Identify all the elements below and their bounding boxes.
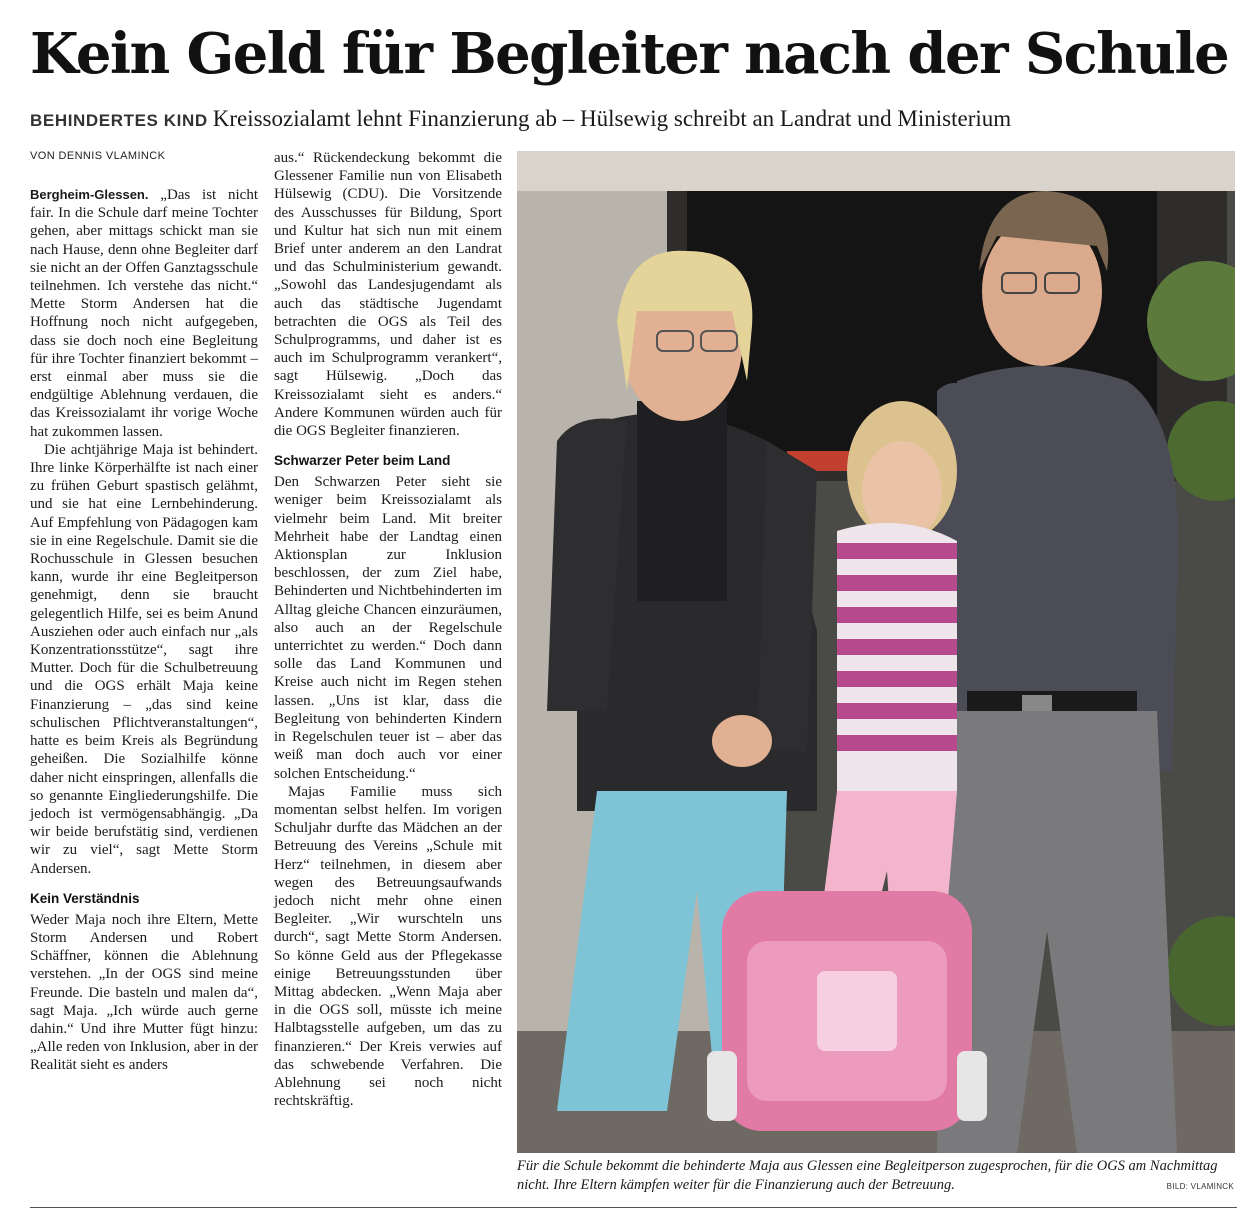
paragraph: Den Schwarzen Peter sieht sie weniger beim Kreissozialamt als vielmehr beim Land. Mit breiter Mehrheit habe der Landtag einen Aktionsplan zur Inklusion beschlossen, der zum Ziel habe, Behinderten und Nichtbehinderten im Alltag gleiche Chancen einzuräumen, also auch an der Regelschule unterrichtet zu werden.“ Doch dann solle das Land Kommunen und Kreise auch nicht im Regen stehen lassen. „Uns ist klar, dass die Begleitung von behinderten Kindern in Regelschulen teuer ist – aber das weiß man doch auch vor einer solchen Entscheidung.“ [274, 474, 502, 782]
article-column-1 [30, 186, 258, 1075]
photo-credit: BILD: VLAMINCK [1166, 1182, 1234, 1191]
paragraph-text: „Das ist nicht fair. In die Schule darf meine Tochter gehen, aber mittags schickt man sie nach Hause, denn ohne Begleiter darf sie nicht an der Offen Ganztagsschule teilnehmen. Ich verstehe das nicht.“ Mette Storm Andersen hat die Hoffnung noch nicht aufgegeben, dass sie doch noch eine Begleitung für ihre Tochter finanziert bekommt – erst einmal aber muss sie die endgültige Ablehnung verdauen, die das Kreissozialamt ihr vorige Woche hat zukommen lassen. [30, 187, 258, 440]
author-byline: VON DENNIS VLAMINCK [30, 150, 166, 162]
subheadline-text: Kreissozialamt lehnt Finanzierung ab – Hülsewig schreibt an Landrat und Ministerium [212, 106, 1012, 131]
subhead-kein-verstaendnis: Kein Verständnis [30, 890, 140, 906]
article-photo [517, 151, 1235, 1153]
bottom-rule [30, 1207, 1237, 1208]
paragraph [30, 186, 258, 441]
headline: Kein Geld für Begleiter nach der Schule [30, 21, 1229, 87]
paragraph: aus.“ Rückendeckung bekommt die Glessener Familie nun von Elisabeth Hülsewig (CDU). Die Vorsitzende des Ausschusses für Bildung, Sport und Kultur hat sich nun mit einem Brief unter anderem an den Landrat und das Schulministerium gewandt. „Sowohl das Landesjugendamt als auch das städtische Jugendamt betrachten die OGS als Teil des Schulprogramms, und daher ist es auch im Schulprogramm verankert“, sagt Hülsewig. „Doch das Kreissozialamt sieht es anders.“ Andere Kommunen würden auch für die OGS Begleiter finanzieren. [274, 150, 502, 440]
kicker: BEHINDERTES KIND [30, 111, 208, 130]
family-photo-illustration [517, 151, 1235, 1153]
article-column-2 [274, 149, 502, 1110]
paragraph: Majas Familie muss sich momentan selbst helfen. Im vorigen Schuljahr durfte das Mädchen an der Betreuung des Vereins „Schule mit Herz“ teilnehmen, in diesem aber wegen des Betreuungsaufwands jedoch nicht mehr ohne einen Begleiter. „Wir wurschteln uns durch“, sagt Mette Storm Andersen. So könne Geld aus der Pflegekasse einige Betreuungsstunden über Mittag abdecken. „Wenn Maja aber in die OGS soll, müsste ich meine Halbtagsstelle aufgeben, um das zu finanzieren.“ Der Kreis verwies auf das schwebende Verfahren. Die Ablehnung sei noch nicht rechtskräftig. [274, 783, 502, 1110]
paragraph: Die achtjährige Maja ist behindert. Ihre linke Körperhälfte ist nach einer zu frühen Geburt spastisch gelähmt, und sie hat eine Lernbehinderung. Auf Empfehlung von Pädagogen kam sie in eine Regelschule. Damit sie die Rochusschule in Glessen besuchen kann, wurde ihr eine Begleitperson genehmigt, denn sie braucht gelegentlich Hilfe, sei es beim Anund Ausziehen oder auch einfach nur „als Konzentrationsstütze“, sagt ihre Mutter. Doch für die Schulbetreuung und die OGS erhält Maja keine Finanzierung – „das sind keine schulischen Pflichtveranstaltungen“, hatte es beim Kreis als Begründung geheißen. Die Sozialhilfe könne daher nicht einspringen, allenfalls die so genannte Eingliederungshilfe. Die jedoch ist vermögensabhängig. „Da wir beide berufstätig sind, verdienen wir zu viel“, sagt Mette Storm Andersen. [30, 441, 258, 877]
photo-caption: Für die Schule bekommt die behinderte Maja aus Glessen eine Begleitperson zugesprochen, für die OGS am Nachmittag nicht. Ihre Eltern kämpfen weiter für die Finanzierung auch der Betreuung. [517, 1158, 1218, 1193]
subheadline [30, 104, 1230, 136]
subhead-schwarzer-peter: Schwarzer Peter beim Land [274, 453, 451, 469]
dateline: Bergheim-Glessen. [30, 187, 149, 202]
paragraph: Weder Maja noch ihre Eltern, Mette Storm Andersen und Robert Schäffner, können die Ablehnung verstehen. „In der OGS sind meine Freunde. Die basteln und malen da“, sagt Maja. „Ich würde auch gerne dahin.“ Und ihre Mutter fügt hinzu: „Alle reden von Inklusion, aber in der Realität sieht es anders [30, 911, 258, 1074]
pink-backpack [707, 891, 987, 1131]
